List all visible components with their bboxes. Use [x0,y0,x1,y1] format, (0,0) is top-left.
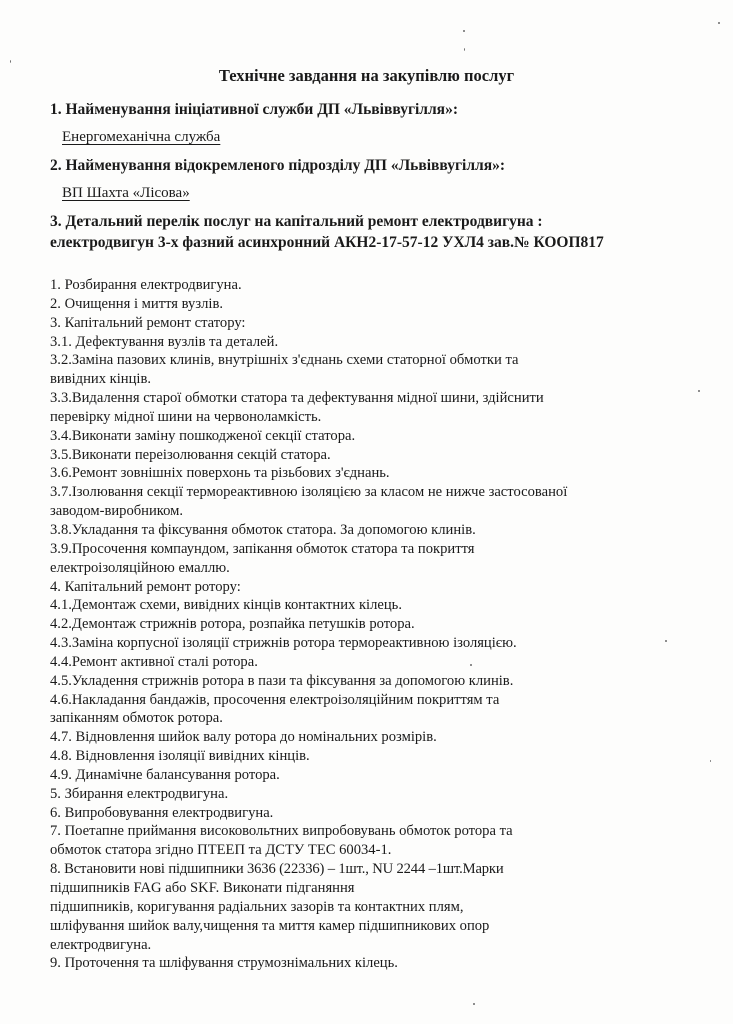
list-item: 1. Розбирання електродвигуна. [50,277,242,293]
section-3-heading-line-2: електродвигун 3-х фазний асинхронний АКН2-17-57-12 УХЛ4 зав.№ КООП817 [50,234,604,251]
list-item: заводом-виробником. [50,503,184,520]
list-item: вивідних кінців. [50,371,151,388]
list-item: електроізоляційною емаллю. [50,559,230,576]
list-item: підшипників, коригування радіальних зазорів та контактних плям, [50,898,464,915]
section-2-value: ВП Шахта «Лісова» [62,185,190,201]
list-item: 4.4.Ремонт активної сталі ротора. [50,653,258,670]
list-item: 7. Поетапне приймання високовольтних випробовувань обмоток ротора та [50,823,513,840]
list-item: 4.9. Динамічне балансування ротора. [50,766,280,783]
section-3-heading-line-1: 3. Детальний перелік послуг на капітальний ремонт електродвигуна : [50,213,543,230]
list-item: електродвигуна. [50,936,152,953]
list-item: 3.6.Ремонт зовнішніх поверхонь та різьбових з'єднань. [50,465,390,482]
list-item: підшипників FAG або SKF. Виконати підганяння [50,880,355,896]
list-item: 3.9.Просочення компаундом, запікання обмоток статора та покриття [50,540,475,557]
list-item: 8. Встановити нові підшипники 3636 (22336) – 1шт., NU 2244 –1шт.Марки [50,861,504,878]
scan-speck [470,664,472,666]
list-item: обмоток статора згідно ПТЕЕП та ДСТУ ТЕС 60034-1. [50,842,392,859]
services-list [50,276,650,973]
list-item: 4.1.Демонтаж схеми, вивідних кінців контактних кілець. [50,597,402,614]
list-item: 4.7. Відновлення шийок валу ротора до номінальних розмірів. [50,729,437,746]
scan-speck [464,48,465,51]
scan-speck [10,60,11,63]
list-item: 5. Збирання електродвигуна. [50,785,229,802]
list-item: 6. Випробовування електродвигуна. [50,804,274,821]
section-1-value: Енергомеханічна служба [62,129,221,145]
list-item: 4.8. Відновлення ізоляції вивідних кінців. [50,748,310,765]
scan-speck [665,640,667,642]
list-item: 4.2.Демонтаж стрижнів ротора, розпайка петушків ротора. [50,616,415,633]
section-1-heading: 1. Найменування ініціативної служби ДП «Львіввугілля»: [50,101,458,118]
list-item: 3.5.Виконати переізолювання секцій статора. [50,446,331,463]
list-item: 4.5.Укладення стрижнів ротора в пази та фіксування за допомогою клинів. [50,672,514,689]
list-item: шліфування шийок валу,чищення та миття камер підшипникових опор [50,917,490,934]
list-item: 4. Капітальний ремонт ротору: [50,578,241,595]
scan-speck [718,22,720,24]
list-item: перевірку мідної шини на червоноламкість. [50,408,322,425]
scan-speck [698,390,700,392]
list-item: запіканням обмоток ротора. [50,710,223,727]
list-item: 9. Проточення та шліфування струмознімальних кілець. [50,955,398,972]
list-item: 3.3.Видалення старої обмотки статора та дефектування мідної шини, здійснити [50,390,544,407]
list-item: 2. Очищення і миття вузлів. [50,295,223,312]
scan-speck [463,30,465,32]
list-item: 3.4.Виконати заміну пошкодженої секції статора. [50,427,356,444]
document-title: Технічне завдання на закупівлю послуг [218,66,515,85]
scan-speck [473,1003,475,1005]
list-item: 4.6.Накладання бандажів, просочення електроізоляційним покриттям та [50,691,500,708]
list-item: 3.8.Укладання та фіксування обмоток статора. За допомогою клинів. [50,521,476,538]
scan-speck [710,760,711,762]
list-item: 3. Капітальний ремонт статору: [50,314,246,331]
list-item: 3.7.Ізолювання секції термореактивною ізоляцією за класом не нижче застосованої [50,484,568,501]
list-item: 3.2.Заміна пазових клинів, внутрішніх з'єднань схеми статорної обмотки та [50,352,519,369]
list-item: 4.3.Заміна корпусної ізоляції стрижнів ротора термореактивною ізоляцією. [50,635,517,652]
list-item: 3.1. Дефектування вузлів та деталей. [50,333,279,350]
section-2-heading: 2. Найменування відокремленого підрозділу ДП «Львіввугілля»: [50,157,506,174]
